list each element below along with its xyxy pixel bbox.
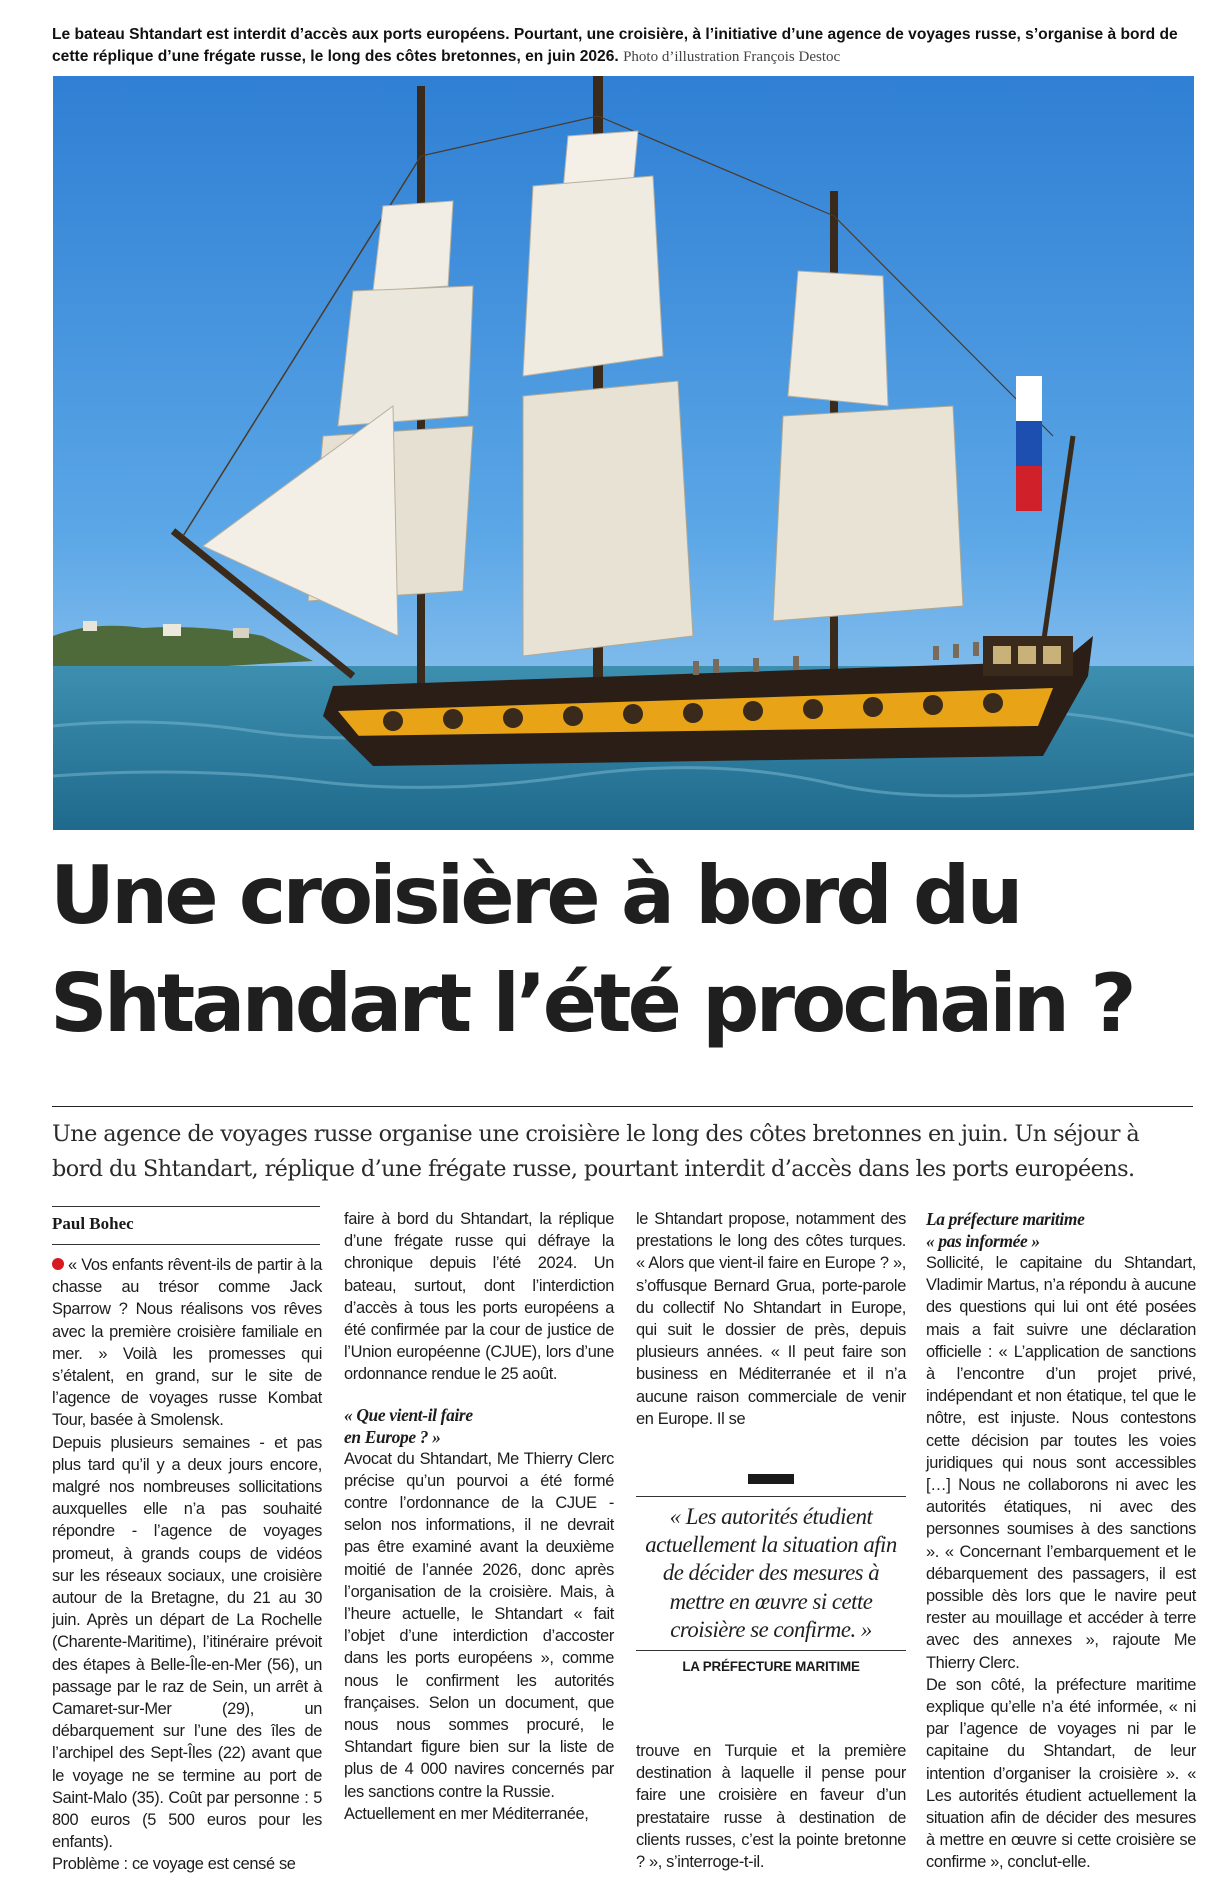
quote-bar — [748, 1474, 794, 1484]
section-subhead — [926, 1208, 1196, 1252]
article-column-1 — [52, 1254, 322, 1876]
paragraph: faire à bord du Shtandart, la réplique d’une frégate russe qui défraye la chronique depuis l’été 2024. Un bateau, surtout, dont l’interdiction d’accès à tous les ports européens a été confirmée par la cour de justice de l’Union européenne (CJUE), lors d’une ordonnance rendue le 25 août. — [344, 1210, 614, 1384]
article-column-3-top — [636, 1208, 906, 1430]
lead-top-rule — [52, 1106, 1193, 1107]
paragraph: Sollicité, le capitaine du Shtandart, Vladimir Martus, n’a répondu à aucune des questions qui lui ont été posées mais a fait suivre une déclaration officielle : « L’application de sanctions à l’encontre d’un projet privé, indépendant et non étatique, tel que le nôtre, est injuste. Nous contestons cette décision par toutes les voies juridiques qui nous sont accessibles […] Nous ne collaborons ni avec les autorités étatiques, ni avec des personnes soumises à des sanctions ». « Concernant l’embarquement et le débarquement des passagers, il est possible dès lors que le navire peut rester au mouillage et accéder à terre avec des annexes », rajoute Me Thierry Clerc. — [926, 1254, 1196, 1672]
paragraph: le Shtandart propose, notamment des prestations le long des côtes turques. « Alors que vient-il faire en Europe ? », s’offusque Bernard Grua, porte-parole du collectif No Shtandart in Europe, qui suit le dossier de près, depuis plusieurs années. « Il peut faire son business en Méditerranée et il n’a aucune raison commerciale de venir en Europe. Il se — [636, 1210, 906, 1428]
headline-line-2: Shtandart l’été prochain ? — [50, 957, 1133, 1050]
photo-credit: Photo d’illustration François Destoc — [623, 49, 841, 65]
article-column-4 — [926, 1208, 1196, 1874]
photo-caption — [52, 24, 1202, 68]
pull-quote — [636, 1474, 906, 1674]
article-headline — [50, 842, 1200, 1058]
author-byline: Paul Bohec — [52, 1214, 134, 1233]
ship-photo — [53, 76, 1194, 830]
caption-text: Le bateau Shtandart est interdit d’accès aux ports européens. Pourtant, une croisière, à l’initiative d’une agence de voyages russe, s’organise à bord de cette réplique d’une frégate russe, le long des côtes bretonnes, en juin 2026. — [52, 26, 1178, 65]
subhead-line-2: en Europe ? » — [344, 1426, 441, 1447]
lead-line-1: Une agence de voyages russe organise une croisière le long des côtes bretonnes en juin. Un séjour à — [52, 1121, 1140, 1147]
paragraph: Actuellement en mer Méditerranée, — [344, 1804, 589, 1823]
subhead-line-1: « Que vient-il faire — [344, 1404, 473, 1425]
author-rule-top — [52, 1206, 320, 1207]
author-rule-bottom — [52, 1244, 320, 1245]
article-column-2 — [344, 1208, 614, 1825]
paragraph-text: « Vos enfants rêvent-ils de partir à la chasse au trésor comme Jack Sparrow ? Nous réalisons vos rêves avec la première croisière familiale en mer. » Voilà les promesses qui s’étalent, en grand, sur le site de l’agence de voyages russe Kombat Tour, basée à Smolensk. — [52, 1256, 322, 1430]
red-bullet-icon — [52, 1258, 64, 1270]
section-subhead — [344, 1404, 614, 1448]
article-column-3-bottom — [636, 1740, 906, 1873]
article-lead — [52, 1117, 1197, 1187]
headline-line-1: Une croisière à bord du — [50, 849, 1020, 942]
quote-rule-bottom — [636, 1650, 906, 1651]
subhead-line-1: La préfecture maritime — [926, 1209, 1085, 1229]
paragraph: trouve en Turquie et la première destination à laquelle il pense pour faire une croisière en faveur d’un prestataire russe à destination de clients russes, c’est la pointe bretonne ? », s’interroge-t-il. — [636, 1742, 906, 1872]
subhead-line-2: « pas informée » — [926, 1231, 1040, 1251]
paragraph: De son côté, la préfecture maritime explique qu’elle n’a été informée, « ni par l’agence de voyages ni par le capitaine du Shtandart, de leur intention d’organiser la croisière ». « Les autorités étudient actuellement la situation afin de décider des mesures à mettre en œuvre si cette croisière se confirme », conclut-elle. — [926, 1675, 1196, 1872]
quote-rule-top — [636, 1496, 906, 1497]
quote-source: LA PRÉFECTURE MARITIME — [682, 1659, 860, 1675]
paragraph — [52, 1254, 322, 1432]
paragraph: Avocat du Shtandart, Me Thierry Clerc précise qu’un pourvoi a été formé contre l’ordonnance de la CJUE - selon nos informations, il ne devrait pas être examiné avant la deuxième moitié de l’année 2026, donc après l’organisation de la croisière. Mais, à l’heure actuelle, le Shtandart « fait l’objet d’une interdiction d’accoster dans les ports européens », comme nous le confirment les autorités françaises. Selon un document, que nous nous sommes procuré, le Shtandart figure bien sur la liste de plus de 4 000 navires concernés par les sanctions contre la Russie. — [344, 1449, 614, 1801]
paragraph: Depuis plusieurs semaines - et pas plus tard qu’il y a deux jours encore, malgré nos nombreuses sollicitations auxquelles elle n’a pas souhaité répondre - l’agence de voyages promeut, à grands coups de vidéos sur les réseaux sociaux, une croisière autour de la Bretagne, du 21 au 30 juin. Après un départ de La Rochelle (Charente-Maritime), l’itinéraire prévoit des étapes à Belle-Île-en-Mer (56), un passage par le raz de Sein, un arrêt à Camaret-sur-Mer (29), un débarquement sur l’une des îles de l’archipel des Sept-Îles (22) avant que le voyage ne se termine au port de Saint-Malo (35). Coût par personne : 5 800 euros (5 500 euros pour les enfants). — [52, 1433, 322, 1852]
paragraph: Problème : ce voyage est censé se — [52, 1855, 296, 1874]
lead-line-2: bord du Shtandart, réplique d’une frégate russe, pourtant interdit d’accès dans les ports européens. — [52, 1156, 1135, 1182]
quote-text: « Les autorités étudient actuellement la situation afin de décider des mesures à mettre en œuvre si cette croisière se confirme. » — [645, 1504, 897, 1642]
